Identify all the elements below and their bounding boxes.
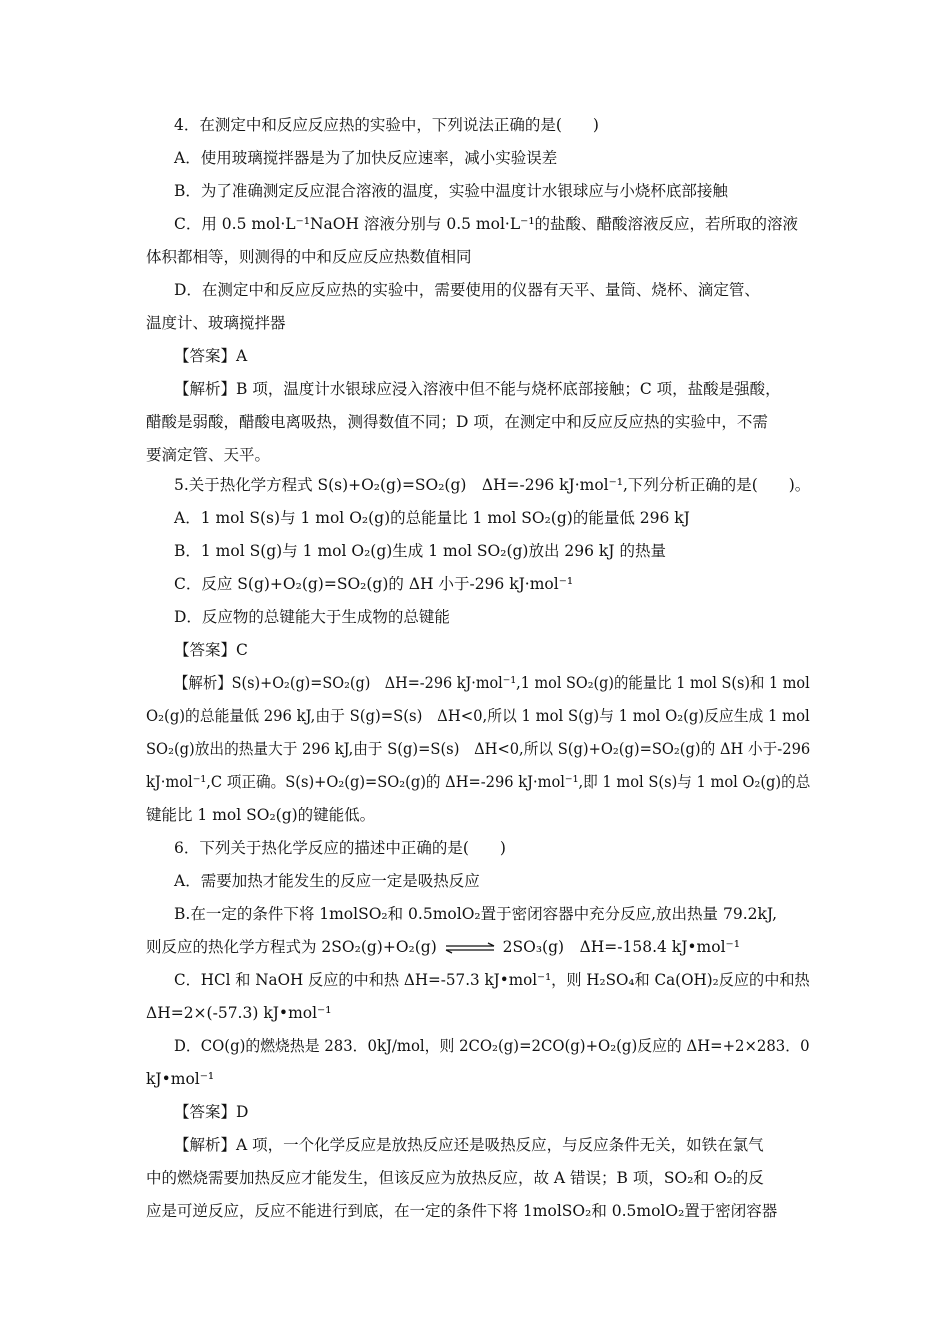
reversible-arrow-icon	[444, 942, 496, 954]
q4-option-c-line1: C．用 0.5 mol·L⁻¹NaOH 溶液分别与 0.5 mol·L⁻¹的盐酸、醋酸溶液反应，若所取的溶液	[174, 215, 799, 233]
q4-explanation-line3: 要滴定管、天平。	[146, 446, 271, 464]
q4-explanation-line2: 醋酸是弱酸，醋酸电离吸热，测得数值不同；D 项，在测定中和反应反应热的实验中，不需	[146, 413, 768, 431]
q6-option-c-line1: C．HCl 和 NaOH 反应的中和热 ΔH=-57.3 kJ•mol⁻¹，则 H₂SO₄和 Ca(OH)₂反应的中和热	[174, 971, 810, 989]
q6-option-a: A．需要加热才能发生的反应一定是吸热反应	[174, 872, 480, 890]
q5-explanation-line1: 【解析】S(s)+O₂(g)=SO₂(g) ΔH=-296 kJ·mol⁻¹,1 mol SO₂(g)的能量比 1 mol S(s)和 1 mol	[174, 674, 810, 692]
q5-explanation-line3: SO₂(g)放出的热量大于 296 kJ,由于 S(g)=S(s) ΔH<0,所以 S(g)+O₂(g)=SO₂(g)的 ΔH 小于-296	[146, 740, 811, 758]
q5-option-d: D．反应物的总键能大于生成物的总键能	[174, 608, 450, 626]
q5-explanation-line5: 键能比 1 mol SO₂(g)的键能低。	[146, 806, 376, 824]
q6-equation-products: 2SO₃(g) ΔH=-158.4 kJ•mol⁻¹	[502, 938, 740, 956]
q5-explanation-line4: kJ·mol⁻¹,C 项正确。S(s)+O₂(g)=SO₂(g)的 ΔH=-296 kJ·mol⁻¹,即 1 mol S(s)与 1 mol O₂(g)的总	[146, 773, 811, 791]
q4-stem: 4．在测定中和反应反应热的实验中，下列说法正确的是( )	[174, 116, 599, 134]
q6-option-b-line2	[146, 937, 740, 957]
q4-option-b: B．为了准确测定反应混合溶液的温度，实验中温度计水银球应与小烧杯底部接触	[174, 182, 728, 200]
q5-option-b: B．1 mol S(g)与 1 mol O₂(g)生成 1 mol SO₂(g)放出 296 kJ 的热量	[174, 542, 666, 560]
q6-explanation-line1: 【解析】A 项，一个化学反应是放热反应还是吸热反应，与反应条件无关，如铁在氯气	[174, 1136, 764, 1154]
q6-explanation-line2: 中的燃烧需要加热反应才能发生，但该反应为放热反应，故 A 错误；B 项，SO₂和 O₂的反	[146, 1169, 764, 1187]
q4-option-d-line1: D．在测定中和反应反应热的实验中，需要使用的仪器有天平、量筒、烧杯、滴定管、	[174, 281, 760, 299]
q6-stem: 6．下列关于热化学反应的描述中正确的是( )	[174, 839, 506, 857]
q4-answer: 【答案】A	[174, 347, 248, 365]
q6-answer: 【答案】D	[174, 1103, 249, 1121]
q4-option-a: A．使用玻璃搅拌器是为了加快反应速率，减小实验误差	[174, 149, 558, 167]
q4-option-c-line2: 体积都相等，则测得的中和反应反应热数值相同	[146, 248, 472, 266]
q6-equation-reactants: 则反应的热化学方程式为 2SO₂(g)+O₂(g)	[146, 938, 437, 956]
q6-option-d-line2: kJ•mol⁻¹	[146, 1070, 215, 1088]
q4-option-d-line2: 温度计、玻璃搅拌器	[146, 314, 286, 332]
q5-option-a: A．1 mol S(s)与 1 mol O₂(g)的总能量比 1 mol SO₂(g)的能量低 296 kJ	[174, 509, 690, 527]
q5-stem: 5.关于热化学方程式 S(s)+O₂(g)=SO₂(g) ΔH=-296 kJ·mol⁻¹,下列分析正确的是( )。	[174, 476, 811, 494]
q6-explanation-line3: 应是可逆反应，反应不能进行到底，在一定的条件下将 1molSO₂和 0.5molO₂置于密闭容器	[146, 1202, 778, 1220]
q4-explanation-line1: 【解析】B 项，温度计水银球应浸入溶液中但不能与烧杯底部接触；C 项，盐酸是强酸，	[174, 380, 781, 398]
q5-explanation-line2: O₂(g)的总能量低 296 kJ,由于 S(g)=S(s) ΔH<0,所以 1 mol S(g)与 1 mol O₂(g)反应生成 1 mol	[146, 707, 810, 725]
q5-answer: 【答案】C	[174, 641, 248, 659]
q6-option-b-line1: B.在一定的条件下将 1molSO₂和 0.5molO₂置于密闭容器中充分反应,放出热量 79.2kJ,	[174, 905, 778, 923]
q5-option-c: C．反应 S(g)+O₂(g)=SO₂(g)的 ΔH 小于-296 kJ·mol⁻¹	[174, 575, 574, 593]
q6-option-d-line1: D．CO(g)的燃烧热是 283．0kJ/mol，则 2CO₂(g)=2CO(g)+O₂(g)反应的 ΔH=+2×283．0	[174, 1037, 810, 1055]
q6-option-c-line2: ΔH=2×(-57.3) kJ•mol⁻¹	[146, 1004, 332, 1022]
